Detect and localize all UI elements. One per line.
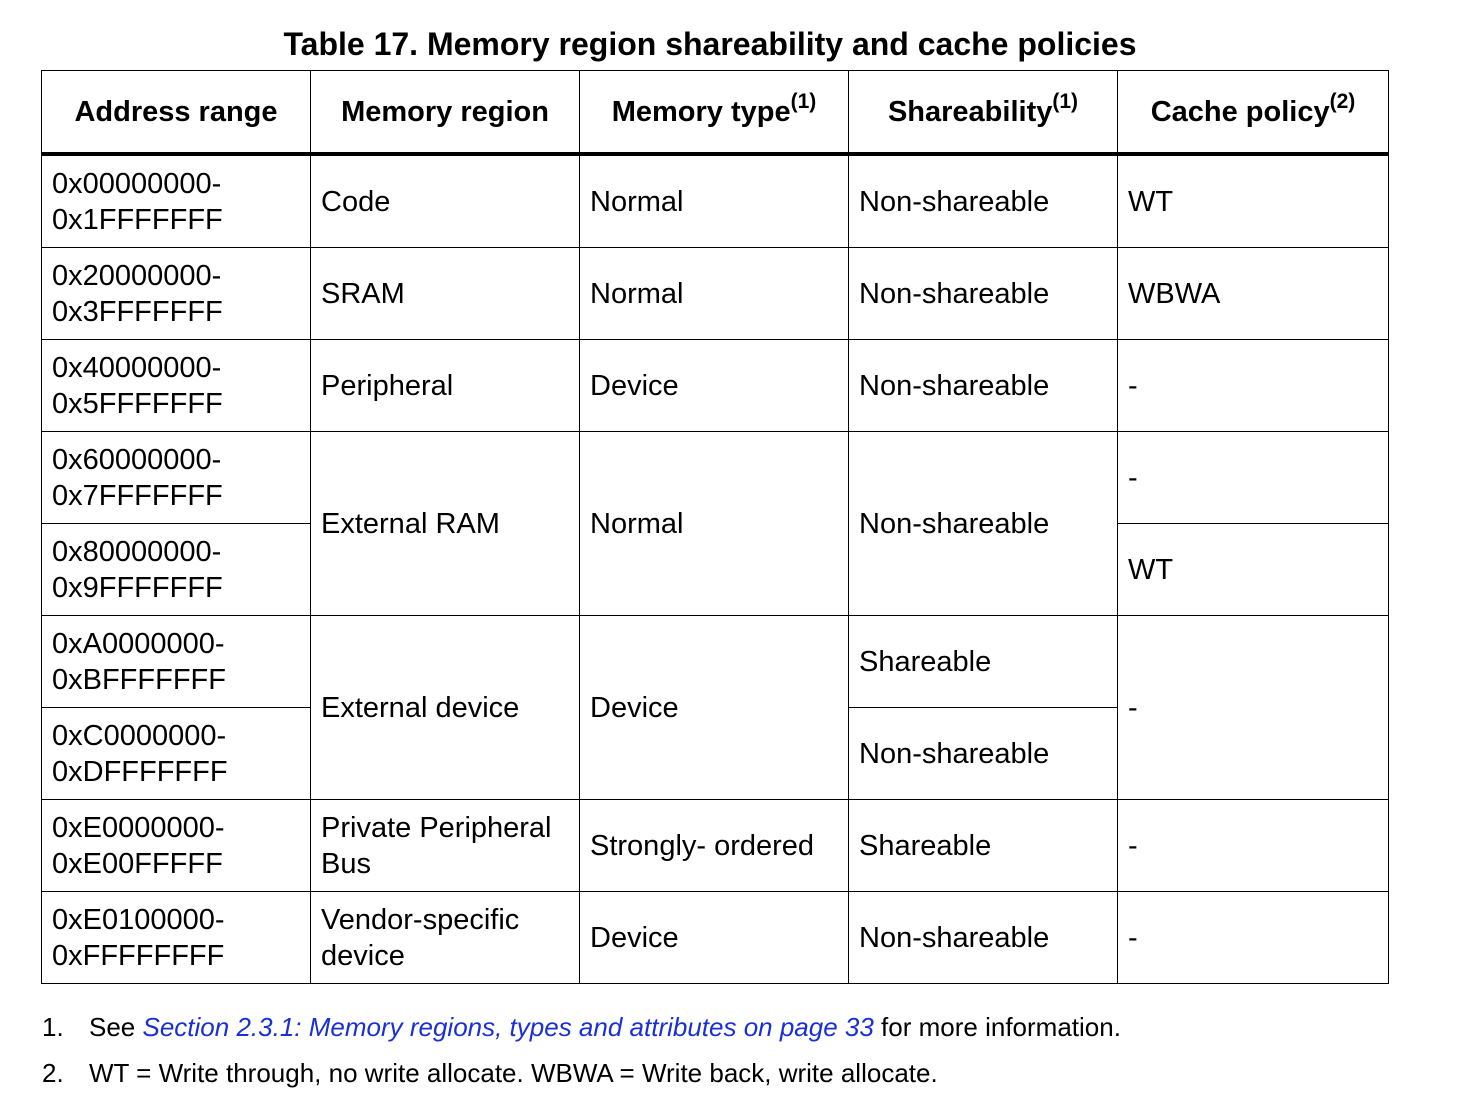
memory-region-cell: Peripheral xyxy=(311,340,580,432)
shareability-cell: Shareable xyxy=(849,616,1118,708)
shareability-cell: Non-shareable xyxy=(849,340,1118,432)
address-range-cell: 0x80000000- 0x9FFFFFFF xyxy=(42,524,311,616)
memory-region-cell: Private Peripheral Bus xyxy=(311,800,580,892)
memory-region-cell: SRAM xyxy=(311,248,580,340)
footnote-text: WT = Write through, no write allocate. WBWA = Write back, write allocate. xyxy=(89,1058,938,1088)
cache-policy-cell: WBWA xyxy=(1118,248,1389,340)
memory-type-cell: Device xyxy=(580,616,849,800)
header-memory-type: Memory type$^{(1)}$ xyxy=(580,71,849,155)
shareability-cell: Shareable xyxy=(849,800,1118,892)
header-address-range: Address range xyxy=(42,71,311,155)
address-range-cell: 0xA0000000- 0xBFFFFFFF xyxy=(42,616,311,708)
header-memory-region: Memory region xyxy=(311,71,580,155)
memory-policy-table xyxy=(41,70,1389,984)
memory-type-cell: Normal xyxy=(580,248,849,340)
footnote-text: See Section 2.3.1: Memory regions, types and attributes on page 33 for more information. xyxy=(89,1012,1121,1042)
cache-policy-cell: - xyxy=(1118,800,1389,892)
memory-region-cell: Vendor-specific device xyxy=(311,892,580,984)
table-row xyxy=(42,340,1389,432)
table-row xyxy=(42,616,1389,708)
address-range-cell: 0xE0000000- 0xE00FFFFF xyxy=(42,800,311,892)
memory-type-cell: Strongly- ordered xyxy=(580,800,849,892)
cache-policy-cell: - xyxy=(1118,432,1389,524)
address-range-cell: 0x20000000- 0x3FFFFFFF xyxy=(42,248,311,340)
header-cache-policy: Cache policy$^{(2)}$ xyxy=(1118,71,1389,155)
shareability-cell: Non-shareable xyxy=(849,248,1118,340)
footnote-1 xyxy=(42,1004,1121,1050)
cache-policy-cell: WT xyxy=(1118,524,1389,616)
footnote-2 xyxy=(42,1050,1121,1096)
table-row xyxy=(42,432,1389,524)
table-row xyxy=(42,800,1389,892)
footnote-ref-1: (1) xyxy=(790,89,817,113)
cache-policy-cell: - xyxy=(1118,892,1389,984)
section-link[interactable]: Section 2.3.1: Memory regions, types and attributes on page 33 xyxy=(142,1012,874,1042)
shareability-cell: Non-shareable xyxy=(849,432,1118,616)
memory-type-cell: Normal xyxy=(580,432,849,616)
memory-type-cell: Normal xyxy=(580,154,849,248)
table-caption: Table 17. Memory region shareability and cache policies xyxy=(283,26,1137,62)
cache-policy-cell: - xyxy=(1118,340,1389,432)
shareability-cell: Non-shareable xyxy=(849,892,1118,984)
memory-type-cell: Device xyxy=(580,340,849,432)
table-row xyxy=(42,892,1389,984)
shareability-cell: Non-shareable xyxy=(849,708,1118,800)
shareability-cell: Non-shareable xyxy=(849,154,1118,248)
address-range-cell: 0x40000000- 0x5FFFFFFF xyxy=(42,340,311,432)
memory-region-cell: External device xyxy=(311,616,580,800)
cache-policy-cell: WT xyxy=(1118,154,1389,248)
footnote-number: 2. xyxy=(42,1058,64,1088)
footnote-ref-1: (1) xyxy=(1052,89,1079,113)
address-range-cell: 0x60000000- 0x7FFFFFFF xyxy=(42,432,311,524)
memory-type-cell: Device xyxy=(580,892,849,984)
table-row xyxy=(42,154,1389,248)
header-row xyxy=(42,71,1389,155)
table-footnotes xyxy=(42,1004,1121,1096)
address-range-cell: 0xC0000000- 0xDFFFFFFF xyxy=(42,708,311,800)
header-shareability: Shareability$^{(1)}$ xyxy=(849,71,1118,155)
address-range-cell: 0x00000000- 0x1FFFFFFF xyxy=(42,154,311,248)
cache-policy-cell: - xyxy=(1118,616,1389,800)
memory-region-cell: External RAM xyxy=(311,432,580,616)
memory-region-cell: Code xyxy=(311,154,580,248)
address-range-cell: 0xE0100000- 0xFFFFFFFF xyxy=(42,892,311,984)
footnote-number: 1. xyxy=(42,1012,64,1042)
footnote-ref-2: (2) xyxy=(1329,89,1356,113)
table-row xyxy=(42,248,1389,340)
